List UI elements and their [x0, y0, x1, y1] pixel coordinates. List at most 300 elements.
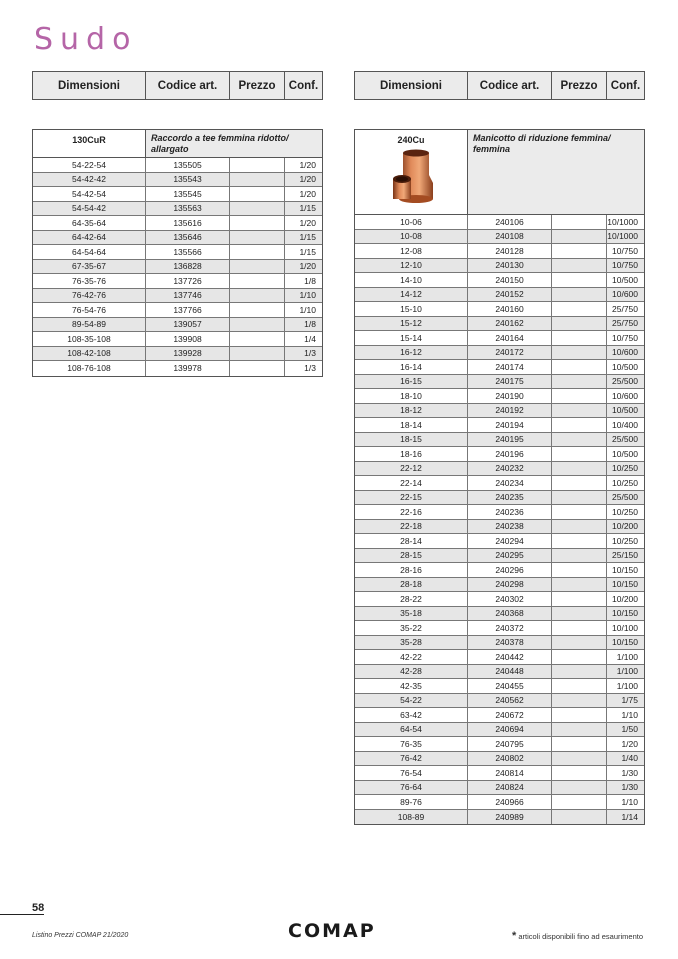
table-row [355, 694, 644, 709]
cell-dimensioni: 54-42-42 [33, 173, 146, 187]
cell-codice: 240824 [468, 781, 552, 795]
cell-prezzo [230, 245, 285, 259]
table-row [355, 288, 644, 303]
cell-codice: 240130 [468, 259, 552, 273]
cell-prezzo [552, 447, 607, 461]
cell-dimensioni: 64-35-64 [33, 216, 146, 230]
cell-conf: 25/750 [612, 303, 638, 314]
cell-prezzo [230, 318, 285, 332]
cell-prezzo [552, 708, 607, 722]
cell-prezzo [552, 795, 607, 809]
cell-conf: 10/250 [612, 477, 638, 488]
cell-codice: 240172 [468, 346, 552, 360]
table-row [355, 592, 644, 607]
table-row [33, 202, 322, 217]
cell-conf: 25/150 [612, 550, 638, 561]
table-row [355, 331, 644, 346]
cell-dimensioni: 76-42 [355, 752, 468, 766]
cell-prezzo [552, 476, 607, 490]
cell-conf: 10/500 [612, 405, 638, 416]
cell-prezzo [552, 215, 607, 229]
table-row [355, 636, 644, 651]
cell-dimensioni: 35-22 [355, 621, 468, 635]
cell-prezzo [552, 563, 607, 577]
cell-codice: 240989 [468, 810, 552, 825]
product-code: 240Cu [397, 135, 425, 145]
header-codice: Codice art. [468, 72, 552, 99]
cell-dimensioni: 42-35 [355, 679, 468, 693]
product-code: 130CuR [33, 130, 146, 157]
cell-dimensioni: 28-15 [355, 549, 468, 563]
cell-dimensioni: 42-28 [355, 665, 468, 679]
cell-dimensioni: 22-12 [355, 462, 468, 476]
cell-dimensioni: 54-54-42 [33, 202, 146, 216]
cell-codice: 240164 [468, 331, 552, 345]
cell-dimensioni: 22-15 [355, 491, 468, 505]
table-row [355, 302, 644, 317]
header-prezzo: Prezzo [230, 72, 285, 99]
table-row [33, 187, 322, 202]
cell-codice: 240802 [468, 752, 552, 766]
cell-codice: 139057 [146, 318, 230, 332]
cell-prezzo [552, 317, 607, 331]
cell-prezzo [230, 274, 285, 288]
table-row [355, 607, 644, 622]
page-number: 58 [32, 902, 45, 914]
product-table-240Cu [354, 129, 645, 825]
table-row [33, 303, 322, 318]
cell-codice: 137726 [146, 274, 230, 288]
cell-codice: 240106 [468, 215, 552, 229]
table-row [355, 389, 644, 404]
table-row [355, 752, 644, 767]
table-row [355, 346, 644, 361]
cell-codice: 240160 [468, 302, 552, 316]
cell-dimensioni: 16-15 [355, 375, 468, 389]
cell-codice: 240562 [468, 694, 552, 708]
cell-conf: 10/400 [612, 419, 638, 430]
product-table-130CuR [32, 129, 323, 377]
cell-dimensioni: 54-42-54 [33, 187, 146, 201]
cell-prezzo [552, 389, 607, 403]
copper-reducer-icon [381, 149, 441, 205]
cell-conf: 1/100 [616, 680, 638, 691]
cell-conf: 1/20 [299, 217, 316, 228]
cell-dimensioni: 108-89 [355, 810, 468, 825]
cell-conf: 1/10 [299, 290, 316, 301]
cell-dimensioni: 16-12 [355, 346, 468, 360]
cell-prezzo [230, 303, 285, 317]
table-row [355, 766, 644, 781]
cell-conf: 10/600 [612, 289, 638, 300]
cell-conf: 10/750 [612, 245, 638, 256]
cell-conf: 1/75 [621, 695, 638, 706]
cell-codice: 240296 [468, 563, 552, 577]
cell-codice: 240694 [468, 723, 552, 737]
cell-codice: 240234 [468, 476, 552, 490]
cell-prezzo [230, 202, 285, 216]
cell-codice: 240232 [468, 462, 552, 476]
cell-dimensioni: 18-12 [355, 404, 468, 418]
table-row [355, 476, 644, 491]
cell-dimensioni: 28-18 [355, 578, 468, 592]
cell-conf: 1/8 [304, 275, 316, 286]
table-row [355, 708, 644, 723]
cell-conf: 10/600 [612, 390, 638, 401]
cell-prezzo [552, 244, 607, 258]
cell-dimensioni: 76-54-76 [33, 303, 146, 317]
cell-dimensioni: 108-35-108 [33, 332, 146, 346]
cell-codice: 135505 [146, 158, 230, 172]
table-row [355, 665, 644, 680]
table-row [33, 274, 322, 289]
product-code-cell [355, 130, 468, 214]
cell-codice: 135616 [146, 216, 230, 230]
cell-conf: 1/15 [299, 203, 316, 214]
table-row [355, 433, 644, 448]
right-column-header [354, 71, 645, 100]
cell-codice: 135545 [146, 187, 230, 201]
cell-conf: 10/1000 [607, 216, 638, 227]
table-row [355, 650, 644, 665]
cell-conf: 1/10 [299, 304, 316, 315]
table-row [355, 215, 644, 230]
cell-prezzo [552, 230, 607, 244]
cell-dimensioni: 18-15 [355, 433, 468, 447]
listino-label: Listino Prezzi COMAP 21/2020 [32, 932, 129, 939]
cell-codice: 139978 [146, 361, 230, 376]
cell-conf: 10/200 [612, 521, 638, 532]
cell-codice: 135543 [146, 173, 230, 187]
page-title: Sudo [34, 22, 138, 57]
table-row [33, 347, 322, 362]
table-row [355, 621, 644, 636]
product-description: Manicotto di riduzione femmina/ femmina [468, 130, 644, 214]
cell-conf: 1/30 [621, 767, 638, 778]
table-row [355, 404, 644, 419]
table-row [355, 273, 644, 288]
table-row [355, 259, 644, 274]
product-rows [355, 215, 644, 824]
header-conf: Conf. [288, 79, 319, 92]
cell-codice: 240194 [468, 418, 552, 432]
cell-prezzo [552, 491, 607, 505]
cell-prezzo [552, 665, 607, 679]
cell-codice: 240150 [468, 273, 552, 287]
cell-codice: 240368 [468, 607, 552, 621]
cell-dimensioni: 76-35 [355, 737, 468, 751]
cell-codice: 135563 [146, 202, 230, 216]
cell-dimensioni: 76-35-76 [33, 274, 146, 288]
cell-dimensioni: 22-14 [355, 476, 468, 490]
comap-logo: COMAP [288, 920, 376, 942]
cell-dimensioni: 14-10 [355, 273, 468, 287]
table-row [33, 216, 322, 231]
cell-codice: 240128 [468, 244, 552, 258]
cell-dimensioni: 35-18 [355, 607, 468, 621]
cell-conf: 1/15 [299, 232, 316, 243]
table-row [355, 360, 644, 375]
cell-prezzo [552, 462, 607, 476]
cell-dimensioni: 22-18 [355, 520, 468, 534]
cell-prezzo [552, 636, 607, 650]
cell-codice: 240196 [468, 447, 552, 461]
table-row [355, 447, 644, 462]
cell-conf: 1/20 [299, 188, 316, 199]
cell-codice: 240108 [468, 230, 552, 244]
cell-prezzo [552, 375, 607, 389]
table-row [355, 317, 644, 332]
note-text: articoli disponibili fino ad esaurimento [518, 932, 643, 941]
cell-dimensioni: 18-10 [355, 389, 468, 403]
header-dimensioni: Dimensioni [355, 72, 468, 99]
cell-prezzo [552, 723, 607, 737]
cell-conf: 1/50 [621, 724, 638, 735]
cell-codice: 240190 [468, 389, 552, 403]
cell-prezzo [552, 766, 607, 780]
cell-dimensioni: 76-64 [355, 781, 468, 795]
cell-conf: 10/600 [612, 347, 638, 358]
cell-codice: 240174 [468, 360, 552, 374]
cell-prezzo [552, 360, 607, 374]
cell-prezzo [552, 607, 607, 621]
cell-prezzo [552, 650, 607, 664]
asterisk: * [511, 930, 517, 942]
cell-prezzo [552, 578, 607, 592]
cell-prezzo [552, 346, 607, 360]
cell-codice: 240162 [468, 317, 552, 331]
table-row [355, 795, 644, 810]
cell-codice: 240238 [468, 520, 552, 534]
cell-dimensioni: 64-54 [355, 723, 468, 737]
cell-conf: 10/750 [612, 332, 638, 343]
table-row [355, 737, 644, 752]
cell-prezzo [552, 810, 607, 825]
cell-conf: 1/30 [621, 782, 638, 793]
cell-prezzo [552, 505, 607, 519]
cell-prezzo [552, 694, 607, 708]
cell-codice: 135646 [146, 231, 230, 245]
cell-codice: 240966 [468, 795, 552, 809]
cell-codice: 240236 [468, 505, 552, 519]
cell-conf: 10/150 [612, 564, 638, 575]
cell-codice: 240442 [468, 650, 552, 664]
cell-codice: 240235 [468, 491, 552, 505]
table-row [355, 375, 644, 390]
cell-dimensioni: 12-10 [355, 259, 468, 273]
cell-prezzo [230, 187, 285, 201]
cell-codice: 240448 [468, 665, 552, 679]
cell-conf: 1/8 [304, 319, 316, 330]
cell-dimensioni: 54-22-54 [33, 158, 146, 172]
table-row [355, 534, 644, 549]
cell-conf: 1/20 [299, 174, 316, 185]
cell-dimensioni: 16-14 [355, 360, 468, 374]
cell-dimensioni: 28-22 [355, 592, 468, 606]
header-codice: Codice art. [146, 72, 230, 99]
cell-conf: 1/100 [616, 651, 638, 662]
cell-conf: 1/100 [616, 666, 638, 677]
cell-conf: 25/750 [612, 318, 638, 329]
cell-dimensioni: 15-10 [355, 302, 468, 316]
product-rows [33, 158, 322, 376]
cell-conf: 1/4 [304, 333, 316, 344]
cell-prezzo [552, 288, 607, 302]
table-row [33, 231, 322, 246]
cell-codice: 137766 [146, 303, 230, 317]
cell-conf: 10/250 [612, 535, 638, 546]
table-row [355, 578, 644, 593]
cell-codice: 240455 [468, 679, 552, 693]
table-row [355, 679, 644, 694]
header-prezzo: Prezzo [552, 72, 607, 99]
footer-note [512, 930, 643, 942]
cell-dimensioni: 42-22 [355, 650, 468, 664]
cell-prezzo [230, 216, 285, 230]
cell-codice: 240795 [468, 737, 552, 751]
cell-dimensioni: 15-12 [355, 317, 468, 331]
cell-dimensioni: 18-16 [355, 447, 468, 461]
cell-prezzo [230, 347, 285, 361]
cell-dimensioni: 108-42-108 [33, 347, 146, 361]
cell-prezzo [552, 302, 607, 316]
cell-prezzo [230, 231, 285, 245]
cell-prezzo [552, 621, 607, 635]
footer-rule [0, 914, 44, 915]
cell-conf: 1/14 [621, 811, 638, 822]
header-conf: Conf. [610, 79, 641, 92]
cell-dimensioni: 12-08 [355, 244, 468, 258]
cell-codice: 240294 [468, 534, 552, 548]
cell-codice: 240298 [468, 578, 552, 592]
table-row [355, 549, 644, 564]
table-row [33, 361, 322, 376]
cell-codice: 240152 [468, 288, 552, 302]
cell-prezzo [230, 332, 285, 346]
cell-prezzo [230, 260, 285, 274]
table-row [355, 462, 644, 477]
cell-codice: 139908 [146, 332, 230, 346]
cell-codice: 240195 [468, 433, 552, 447]
table-row [33, 260, 322, 275]
cell-prezzo [552, 534, 607, 548]
table-row [33, 173, 322, 188]
cell-dimensioni: 89-54-89 [33, 318, 146, 332]
cell-prezzo [552, 520, 607, 534]
cell-prezzo [230, 173, 285, 187]
cell-conf: 1/15 [299, 246, 316, 257]
cell-prezzo [552, 781, 607, 795]
product-description: Raccordo a tee femmina ridotto/ allargato [146, 130, 322, 157]
table-row [33, 332, 322, 347]
cell-prezzo [230, 361, 285, 376]
cell-conf: 25/500 [612, 434, 638, 445]
cell-conf: 10/1000 [607, 231, 638, 242]
cell-dimensioni: 108-76-108 [33, 361, 146, 376]
cell-conf: 1/10 [621, 709, 638, 720]
table-row [33, 318, 322, 333]
table-row [355, 563, 644, 578]
cell-prezzo [552, 418, 607, 432]
cell-dimensioni: 76-54 [355, 766, 468, 780]
cell-codice: 240372 [468, 621, 552, 635]
cell-dimensioni: 18-14 [355, 418, 468, 432]
cell-codice: 240378 [468, 636, 552, 650]
cell-conf: 10/250 [612, 506, 638, 517]
cell-dimensioni: 64-42-64 [33, 231, 146, 245]
cell-conf: 10/750 [612, 260, 638, 271]
cell-dimensioni: 35-28 [355, 636, 468, 650]
cell-prezzo [230, 158, 285, 172]
cell-dimensioni: 76-42-76 [33, 289, 146, 303]
cell-codice: 240192 [468, 404, 552, 418]
cell-dimensioni: 10-06 [355, 215, 468, 229]
cell-conf: 1/3 [304, 363, 316, 374]
cell-conf: 1/10 [621, 796, 638, 807]
cell-prezzo [230, 289, 285, 303]
table-row [355, 505, 644, 520]
cell-prezzo [552, 752, 607, 766]
table-row [355, 723, 644, 738]
cell-conf: 10/250 [612, 463, 638, 474]
table-row [33, 289, 322, 304]
table-row [355, 810, 644, 825]
cell-prezzo [552, 549, 607, 563]
cell-codice: 240814 [468, 766, 552, 780]
cell-prezzo [552, 259, 607, 273]
cell-conf: 1/20 [299, 261, 316, 272]
cell-codice: 240302 [468, 592, 552, 606]
cell-prezzo [552, 679, 607, 693]
table-row [355, 230, 644, 245]
table-row [33, 158, 322, 173]
cell-dimensioni: 28-16 [355, 563, 468, 577]
cell-conf: 10/500 [612, 361, 638, 372]
table-row [355, 781, 644, 796]
cell-conf: 10/150 [612, 637, 638, 648]
cell-prezzo [552, 737, 607, 751]
cell-codice: 136828 [146, 260, 230, 274]
cell-codice: 240672 [468, 708, 552, 722]
cell-dimensioni: 67-35-67 [33, 260, 146, 274]
cell-dimensioni: 64-54-64 [33, 245, 146, 259]
cell-dimensioni: 15-14 [355, 331, 468, 345]
product-header [33, 130, 322, 158]
cell-conf: 1/20 [621, 738, 638, 749]
left-column-header [32, 71, 323, 100]
cell-prezzo [552, 404, 607, 418]
cell-prezzo [552, 433, 607, 447]
table-row [355, 244, 644, 259]
header-dimensioni: Dimensioni [33, 72, 146, 99]
cell-conf: 10/200 [612, 593, 638, 604]
cell-conf: 1/3 [304, 348, 316, 359]
cell-dimensioni: 28-14 [355, 534, 468, 548]
cell-dimensioni: 10-08 [355, 230, 468, 244]
cell-conf: 25/500 [612, 376, 638, 387]
table-row [355, 491, 644, 506]
cell-conf: 1/40 [621, 753, 638, 764]
table-row [355, 520, 644, 535]
cell-conf: 1/20 [299, 159, 316, 170]
cell-dimensioni: 63-42 [355, 708, 468, 722]
cell-conf: 10/500 [612, 274, 638, 285]
cell-codice: 135566 [146, 245, 230, 259]
cell-codice: 240175 [468, 375, 552, 389]
cell-codice: 137746 [146, 289, 230, 303]
cell-prezzo [552, 592, 607, 606]
cell-conf: 10/150 [612, 608, 638, 619]
